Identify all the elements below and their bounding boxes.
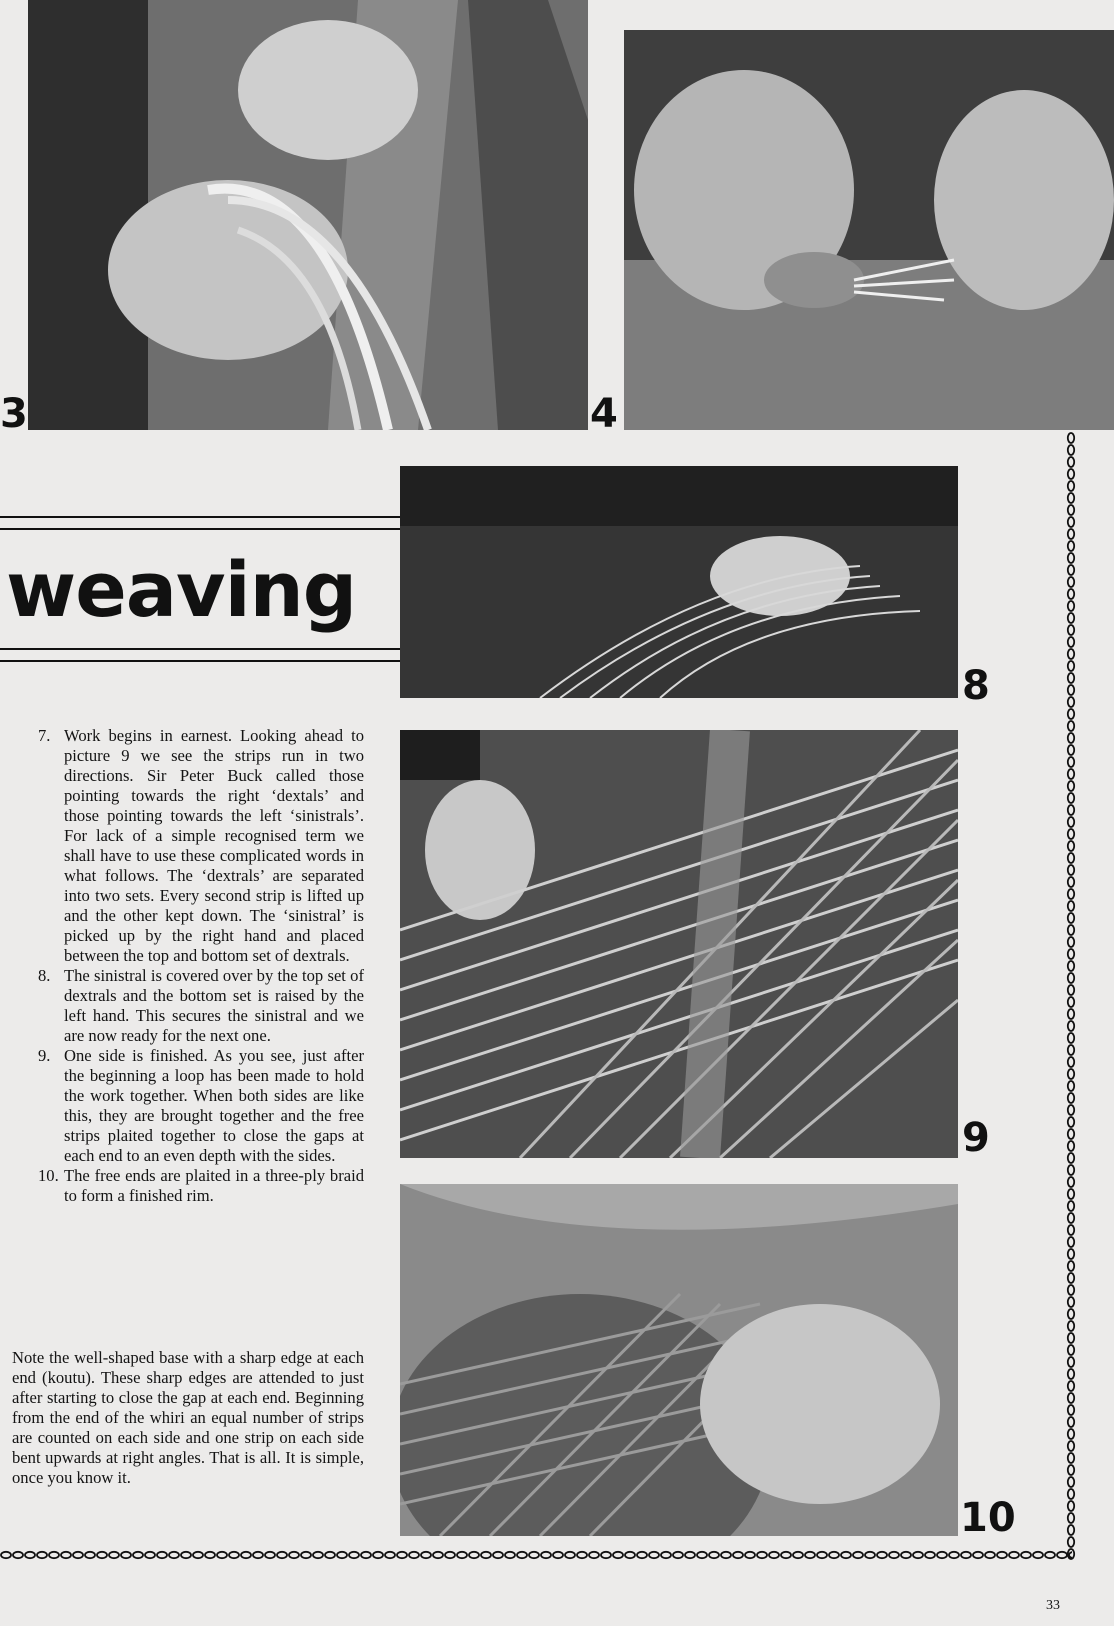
- step-text: One side is finished. As you see, just after the beginning a loop has been made to hold the work together. When both sides are like this, they are brought together and the free strips plaited together to close the gaps at each end to an even depth with the sides.: [64, 1046, 364, 1165]
- step-number: 10.: [38, 1166, 59, 1185]
- step-number: 7.: [38, 726, 51, 745]
- step-7: [38, 726, 364, 966]
- photo-3-number: 3: [0, 391, 28, 437]
- headline: weaving: [6, 545, 357, 634]
- photo-9-number: 9: [962, 1115, 990, 1161]
- photo-3-image: [28, 0, 588, 430]
- step-8: [38, 966, 364, 1046]
- photo-10: [400, 1184, 958, 1536]
- photo-10-number: 10: [960, 1495, 1016, 1541]
- step-list: [38, 726, 364, 1206]
- photo-10-image: [400, 1184, 958, 1536]
- photo-4: [624, 30, 1114, 430]
- photo-8-image: [400, 466, 958, 698]
- headline-rule-top-2: [0, 528, 400, 530]
- photo-3: [28, 0, 588, 430]
- step-9: [38, 1046, 364, 1166]
- headline-rule-bottom-2: [0, 660, 400, 662]
- step-number: 8.: [38, 966, 51, 985]
- photo-4-number: 4: [590, 391, 618, 437]
- chain-border-right: [1066, 432, 1076, 1560]
- photo-9-image: [400, 730, 958, 1158]
- step-text: Work begins in earnest. Looking ahead to picture 9 we see the strips run in two directions. Sir Peter Buck called those pointing towards the right ‘dextals’ and those pointing towards the left ‘sinistrals’. For lack of a simple recognised term we shall have to use these complicated words in what follows. The ‘dextrals’ are separated into two sets. Every second strip is lifted up and the other kept down. The ‘sinistral’ is picked up by the right hand and placed between the top and bottom set of dextrals.: [64, 726, 364, 965]
- page-number: 33: [1046, 1598, 1060, 1613]
- closing-note: Note the well-shaped base with a sharp edge at each end (koutu). These sharp edges are attended to just after starting to close the gap at each end. Beginning from the end of the whiri an equal number of strips are counted on each side and one strip on each side bent upwards at right angles. That is all. It is simple, once you know it.: [12, 1348, 364, 1487]
- headline-rule-bottom-1: [0, 648, 400, 650]
- photo-8-number: 8: [962, 663, 990, 709]
- step-10: [38, 1166, 364, 1206]
- step-text: The sinistral is covered over by the top set of dextrals and the bottom set is raised by the left hand. This secures the sinistral and we are now ready for the next one.: [64, 966, 364, 1045]
- photo-9: [400, 730, 958, 1158]
- step-number: 9.: [38, 1046, 51, 1065]
- photo-4-image: [624, 30, 1114, 430]
- chain-border-bottom: [0, 1550, 1072, 1560]
- step-text: The free ends are plaited in a three-ply braid to form a finished rim.: [64, 1166, 364, 1205]
- photo-8: [400, 466, 958, 698]
- headline-rule-top-1: [0, 516, 400, 518]
